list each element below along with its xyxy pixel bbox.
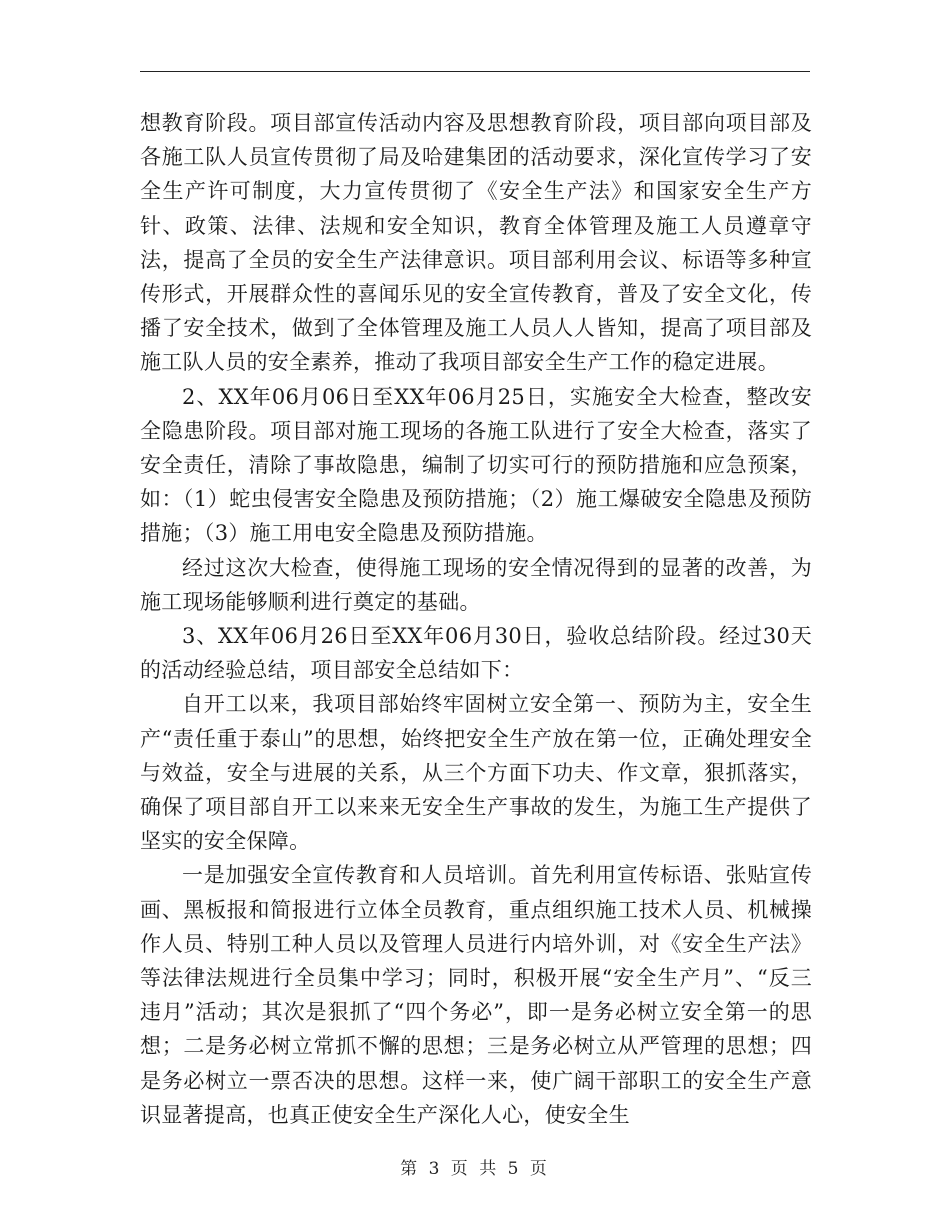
page-footer: 第 3 页 共 5 页 bbox=[400, 1159, 550, 1179]
paragraph: 3、XX年06月26日至XX年06月30日，验收总结阶段。经过30天的活动经验总结，项目部安全总结如下： bbox=[140, 624, 812, 683]
header-rule bbox=[140, 71, 810, 72]
paragraph: 想教育阶段。项目部宣传活动内容及思想教育阶段，项目部向项目部及各施工队人员宣传贯彻了局及哈建集团的活动要求，深化宣传学习了安全生产许可制度，大力宣传贯彻了《安全生产法》和国家安全生产方针、政策、法律、法规和安全知识，教育全体管理及施工人员遵章守法，提高了全员的安全生产法律意识。项目部利用会议、标语等多种宣传形式，开展群众性的喜闻乐见的安全宣传教育，普及了安全文化，传播了安全技术，做到了全体管理及施工人员人人皆知，提高了项目部及施工队人员的安全素养，推动了我项目部安全生产工作的稳定进展。 bbox=[140, 111, 812, 375]
paragraph: 2、XX年06月06日至XX年06月25日，实施安全大检查，整改安全隐患阶段。项目部对施工现场的各施工队进行了安全大检查，落实了安全责任，清除了事故隐患，编制了切实可行的预防措施和应急预案，如：（1）蛇虫侵害安全隐患及预防措施；（2）施工爆破安全隐患及预防措施；（3）施工用电安全隐患及预防措施。 bbox=[140, 384, 812, 546]
document-body bbox=[140, 106, 812, 1132]
paragraph: 经过这次大检查，使得施工现场的安全情况得到的显著的改善，为施工现场能够顺利进行奠定的基础。 bbox=[140, 555, 812, 614]
paragraph: 一是加强安全宣传教育和人员培训。首先利用宣传标语、张贴宣传画、黑板报和简报进行立体全员教育，重点组织施工技术人员、机械操作人员、特别工种人员以及管理人员进行内培外训，对《安全生产法》等法律法规进行全员集中学习；同时，积极开展“安全生产月”、“反三违月”活动；其次是狠抓了“四个务必”，即一是务必树立安全第一的思想；二是务必树立常抓不懈的思想；三是务必树立从严管理的思想；四是务必树立一票否决的思想。这样一来，使广阔干部职工的安全生产意识显著提高，也真正使安全生产深化人心，使安全生 bbox=[140, 863, 812, 1127]
paragraph: 自开工以来，我项目部始终牢固树立安全第一、预防为主，安全生产“责任重于泰山”的思想，始终把安全生产放在第一位，正确处理安全与效益，安全与进展的关系，从三个方面下功夫、作文章，狠抓落实，确保了项目部自开工以来来无安全生产事故的发生，为施工生产提供了坚实的安全保障。 bbox=[140, 692, 812, 854]
